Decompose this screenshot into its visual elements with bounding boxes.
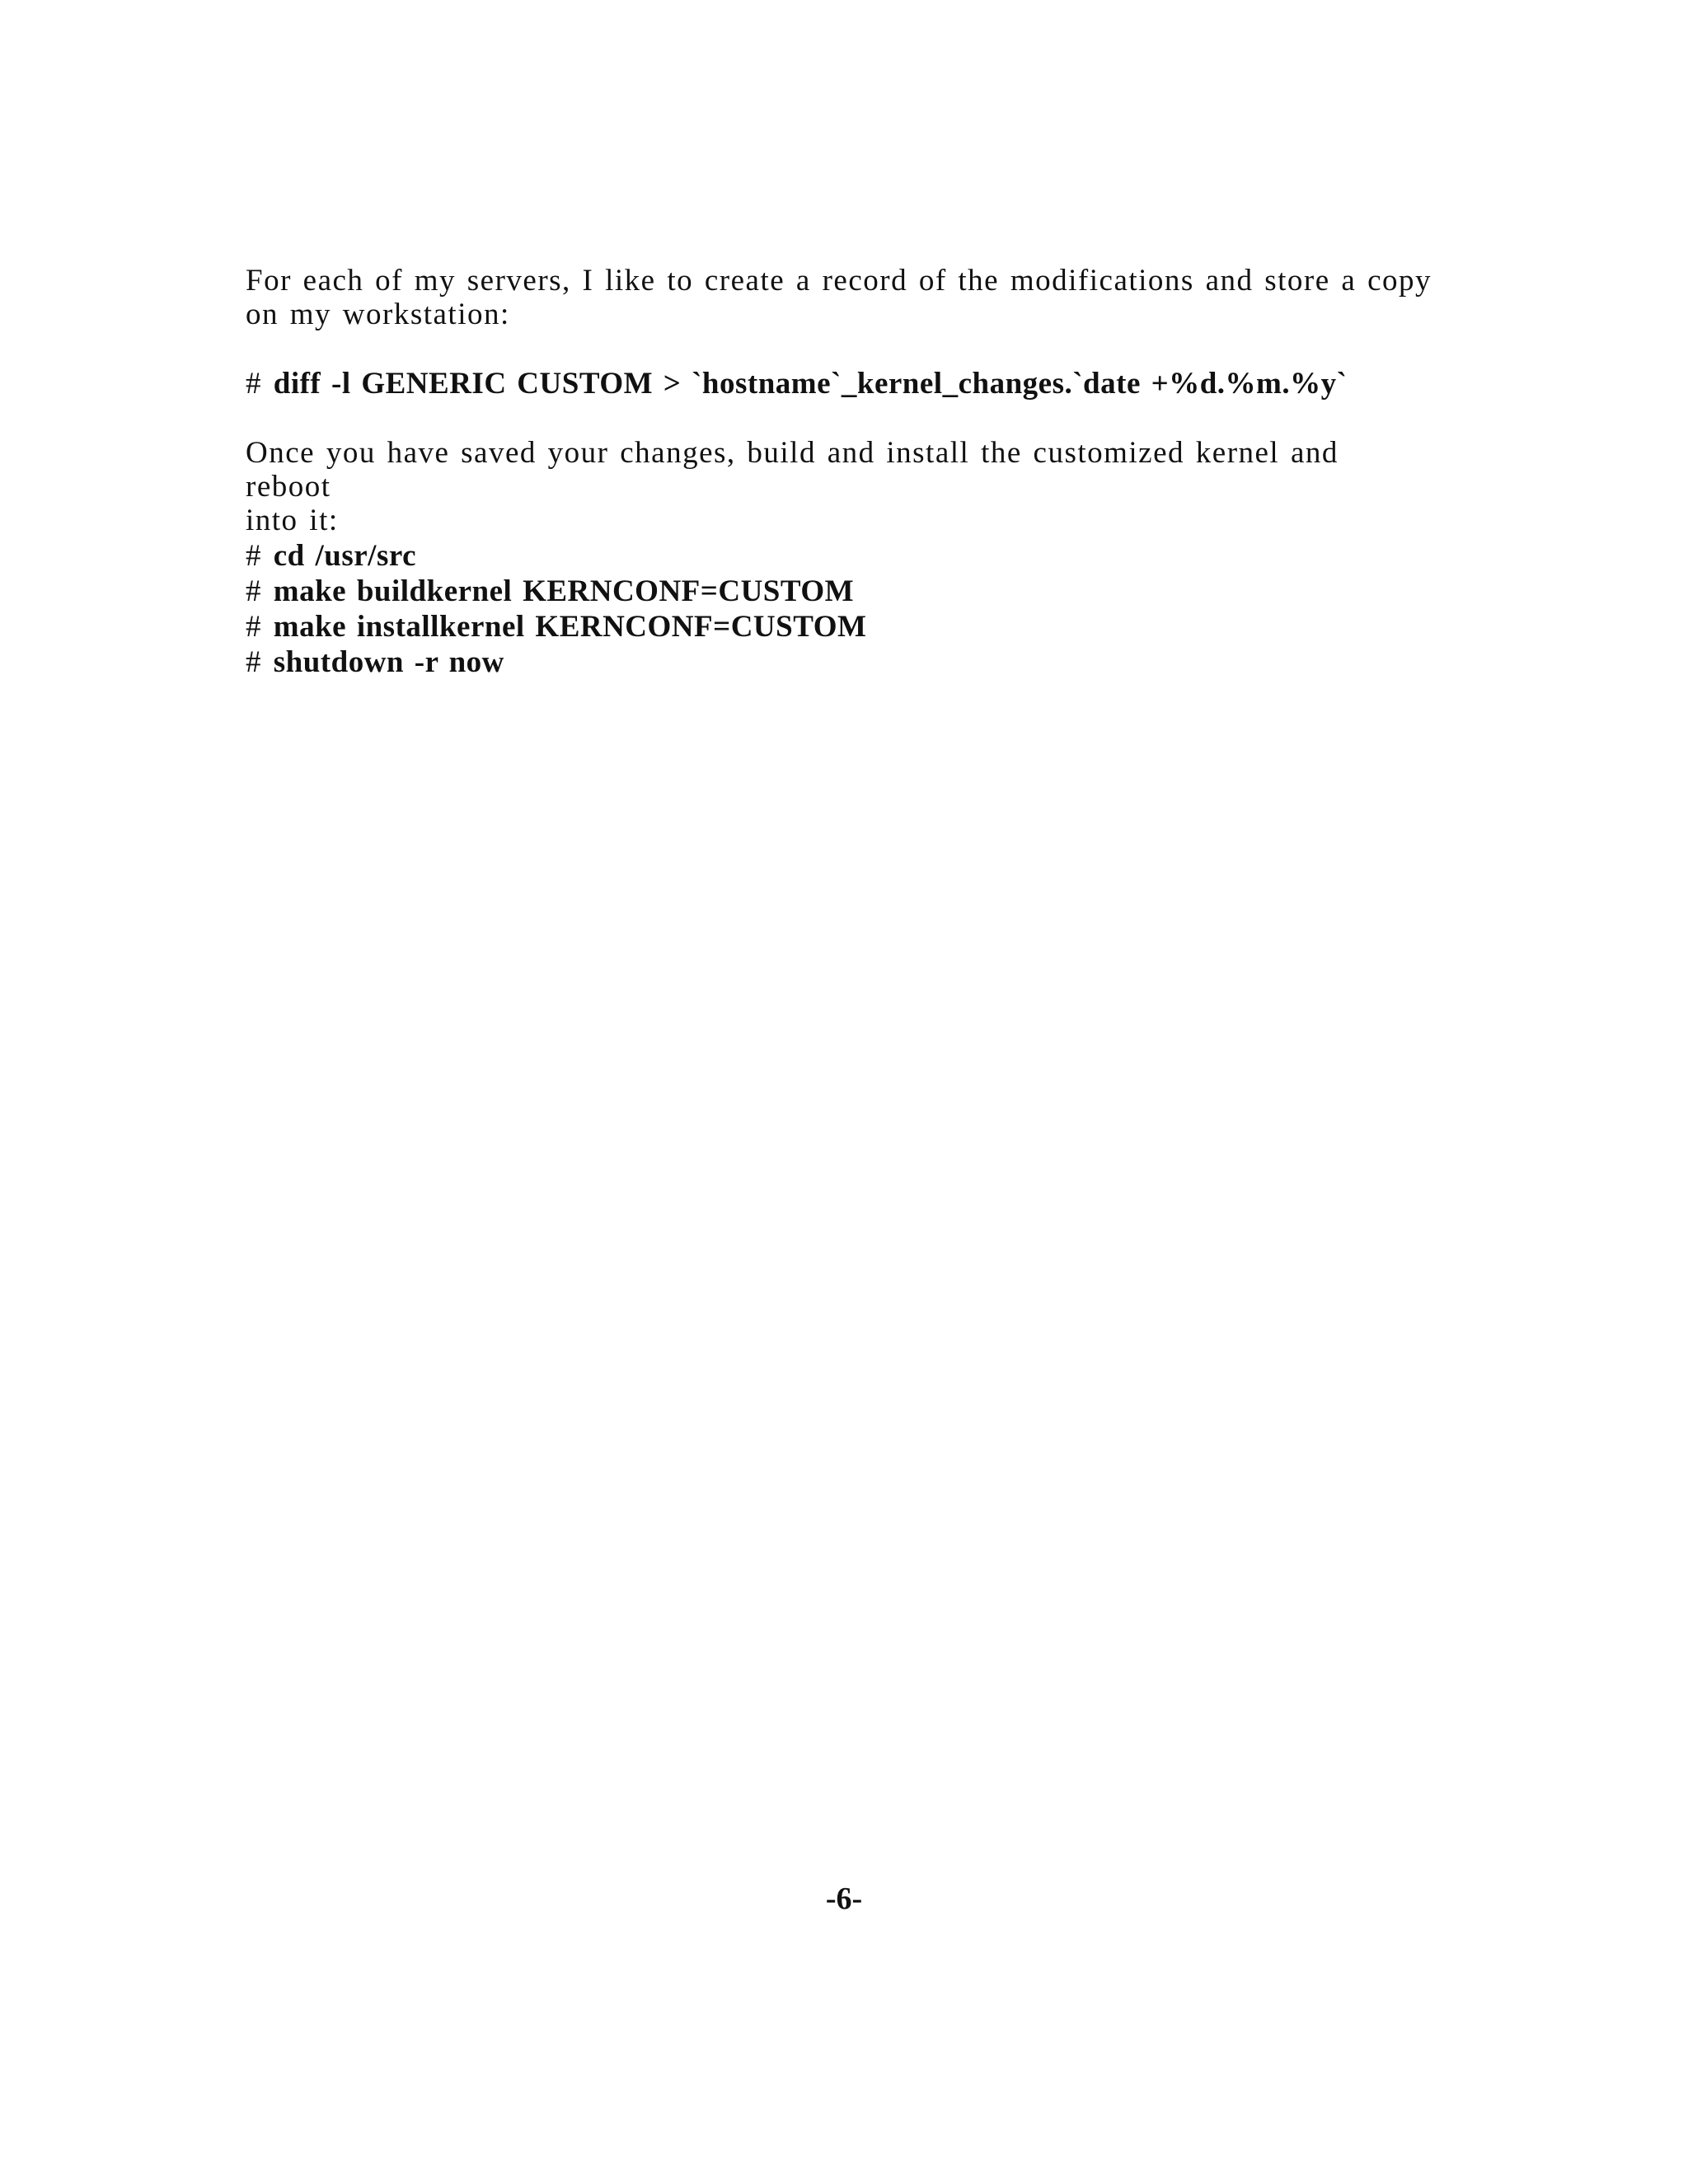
paragraph-line: on my workstation: [246,298,510,331]
command-prompt: # [246,574,262,608]
page-number: -6- [825,1882,863,1916]
command-text: make installkernel KERNCONF=CUSTOM [273,610,867,644]
command-prompt: # [246,610,262,644]
command-text: cd /usr/src [273,539,417,573]
command-text: make buildkernel KERNCONF=CUSTOM [273,574,855,608]
command-prompt: # [246,539,262,573]
build-commands [246,538,1432,680]
command-prompt: # [246,367,262,401]
paragraph-line: Once you have saved your changes, build and install the customized kernel and reboot [246,436,1339,504]
paragraph-line: into it: [246,504,339,537]
build-paragraph [246,436,1432,537]
command-text: shutdown -r now [273,645,504,679]
command-prompt: # [246,645,262,679]
command-text: diff -l GENERIC CUSTOM > `hostname`_kernel_changes.`date +%d.%m.%y` [273,367,1348,401]
intro-paragraph [246,264,1432,331]
diff-command [246,366,1432,401]
command-line [246,574,1432,609]
command-line [246,609,1432,644]
command-line [246,644,1432,680]
command-line [246,538,1432,574]
paragraph-line: For each of my servers, I like to create a record of the modifications and store a copy [246,264,1432,298]
